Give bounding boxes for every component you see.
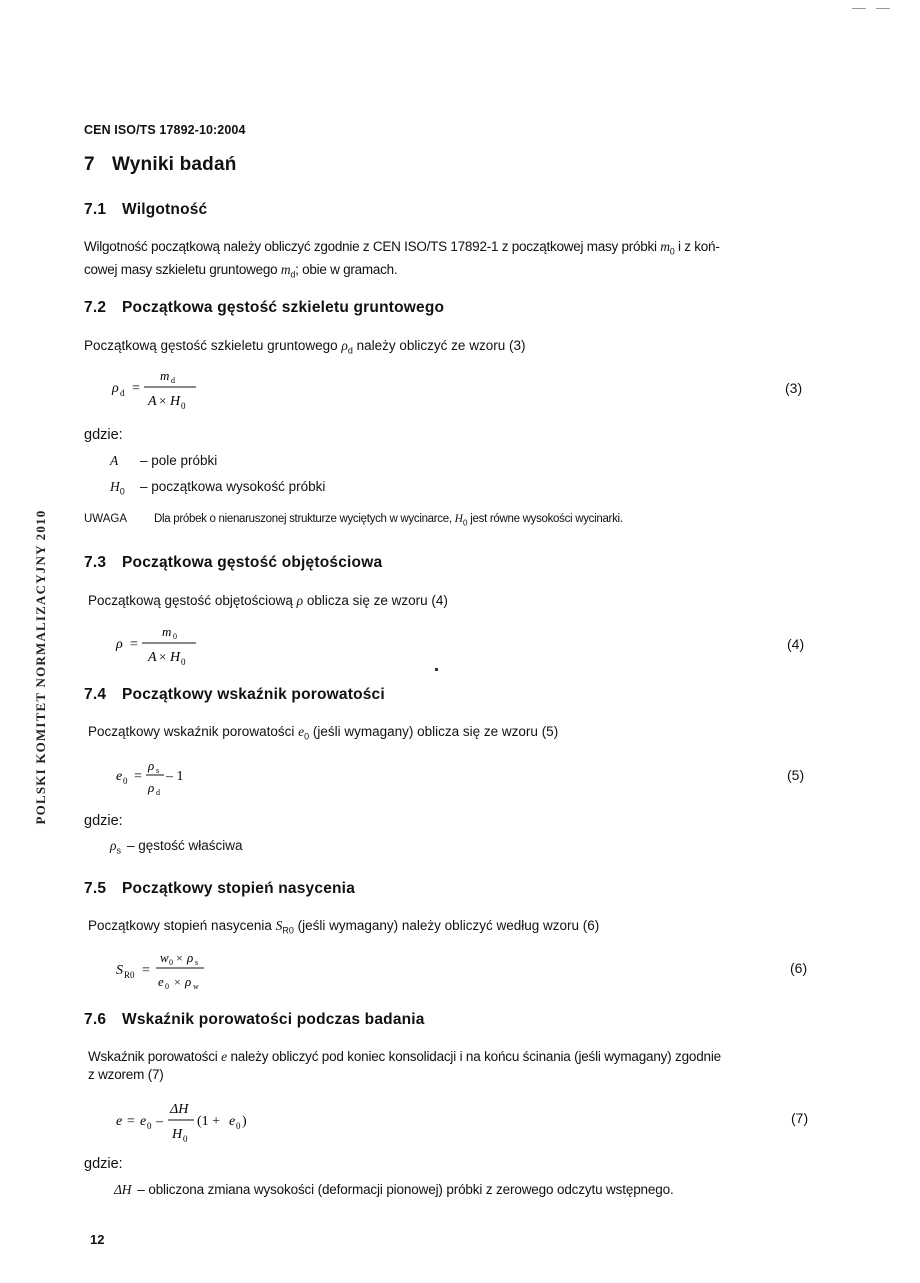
eq-paren-close: ) [242, 1114, 247, 1129]
symbol: ρ [110, 838, 117, 853]
eq-equals: = [130, 637, 138, 652]
eq-denominator: H [172, 1127, 183, 1142]
section-title: Wyniki badań [112, 154, 237, 175]
text: Początkowy wskaźnik porowatości [88, 724, 299, 739]
eq-lhs: e [116, 1114, 123, 1129]
eq-num-times: × [176, 951, 183, 965]
section-7-5-paragraph [88, 917, 599, 940]
gdzie-label: gdzie: [84, 1156, 123, 1172]
subscript: R0 [282, 925, 294, 936]
subscript: 0 [304, 731, 310, 742]
definition-rho-s [110, 837, 243, 860]
eq-den-sub: 0 [183, 1134, 188, 1144]
text: (jeśli wymagany) należy obliczyć według wzoru (6) [293, 918, 600, 933]
eq-den-rho-sub: w [193, 982, 199, 991]
eq-equals: = [134, 769, 142, 784]
eq-lhs: ρ [112, 381, 119, 396]
eq-equals: = [127, 1114, 135, 1129]
eq-numerator: ΔH [170, 1102, 189, 1117]
section-7-6-heading [84, 1011, 425, 1029]
section-title: Wilgotność [122, 201, 208, 218]
eq-den-h: H [170, 650, 181, 665]
section-number: 7.2 [84, 299, 107, 316]
eq-lhs: e [116, 769, 123, 784]
eq-den-sub: 0 [181, 401, 186, 411]
paragraph-line [88, 1048, 823, 1066]
eq-den-a: A [148, 650, 157, 665]
section-title: Początkowa gęstość szkieletu gruntowego [122, 299, 445, 316]
section-7-5-heading [84, 880, 355, 898]
subscript: 0 [669, 246, 675, 257]
eq-lhs-sub: d [120, 388, 125, 398]
eq-lhs-sub: 0 [123, 776, 128, 786]
symbol: e [298, 724, 305, 739]
equation-6-number: (6) [790, 960, 808, 976]
section-7-heading [84, 154, 237, 176]
eq-paren-open: (1 + [197, 1114, 221, 1129]
eq-den-rho: ρ [185, 974, 192, 989]
sidebar-watermark-text: POLSKI KOMITET NORMALIZACYJNY 2010 [33, 509, 48, 825]
eq-numerator-sub: 0 [173, 632, 177, 641]
text: Wilgotność początkową należy obliczyć zgodnie z CEN ISO/TS 17892-1 z początkowej masy próbki [84, 239, 661, 254]
definition-text: – gęstość właściwa [126, 838, 243, 853]
definition-text: – pole próbki [140, 453, 218, 468]
eq-den-e: e [158, 974, 164, 989]
eq-numerator: ρ [148, 758, 155, 773]
equation-6 [112, 944, 232, 994]
note-text: jest równe wysokości wycinarki. [467, 513, 623, 525]
text: należy obliczyć ze wzoru (3) [352, 338, 526, 353]
section-number: 7.1 [84, 201, 107, 218]
subscript: s [116, 845, 121, 856]
eq-den-times: × [174, 975, 181, 989]
eq-lhs-sub: R0 [124, 970, 135, 980]
text: ; obie w gramach. [295, 261, 398, 277]
eq-den-e-sub: 0 [165, 982, 169, 991]
section-number: 7.5 [84, 880, 107, 897]
text: oblicza się ze wzoru (4) [303, 593, 448, 608]
eq-lhs: S [116, 963, 123, 978]
symbol: H [454, 513, 463, 525]
text: Wskaźnik porowatości [88, 1049, 222, 1064]
paragraph-line [84, 238, 824, 261]
section-7-4-paragraph [88, 723, 558, 746]
paragraph-line: z wzorem (7) [88, 1067, 164, 1082]
eq-num-w-sub: 0 [169, 958, 173, 967]
eq-numerator: m [162, 624, 172, 639]
subscript: 0 [119, 486, 125, 497]
eq-numerator: m [160, 368, 170, 383]
scan-speck [435, 668, 438, 671]
section-7-4-heading [84, 686, 385, 704]
eq-minus: – [156, 1114, 163, 1129]
eq-numerator-sub: s [156, 766, 160, 775]
page-number: 12 [90, 1232, 105, 1247]
gdzie-label: gdzie: [84, 813, 123, 829]
section-number: 7 [84, 154, 95, 175]
section-7-2-heading [84, 299, 444, 317]
text: i z koń- [674, 239, 720, 254]
symbol: m [660, 239, 670, 254]
eq-den-times: × [159, 649, 167, 664]
section-7-6-paragraph [88, 1048, 823, 1084]
gdzie-label: gdzie: [84, 427, 123, 443]
symbol: A [110, 453, 119, 468]
eq-num-rho: ρ [187, 950, 194, 965]
subscript: d [290, 269, 296, 280]
definition-a [110, 452, 217, 470]
scan-mark [876, 8, 890, 9]
eq-paren-sub: 0 [236, 1121, 241, 1131]
text: Początkową gęstość szkieletu gruntowego [84, 338, 342, 353]
equation-5 [112, 752, 222, 800]
text: cowej masy szkieletu gruntowego [84, 261, 281, 277]
equation-5-number: (5) [787, 767, 805, 783]
note [84, 513, 623, 527]
text: Początkową gęstość objętościową [88, 593, 297, 608]
text: (jeśli wymagany) oblicza się ze wzoru (5) [309, 724, 559, 739]
section-7-1-heading [84, 201, 207, 219]
subscript: 0 [462, 518, 468, 528]
eq-paren-e: e [229, 1114, 236, 1129]
definition-delta-h [114, 1181, 674, 1199]
equation-4-number: (4) [787, 636, 805, 652]
eq-denominator: ρ [148, 780, 155, 795]
equation-3-number: (3) [785, 380, 803, 396]
section-7-3-paragraph [88, 592, 448, 610]
note-label: UWAGA [84, 513, 128, 525]
eq-num-rho-sub: s [195, 958, 199, 967]
equation-3 [108, 362, 218, 414]
scan-mark [852, 8, 866, 9]
section-title: Początkowy wskaźnik porowatości [122, 686, 385, 703]
paragraph-line [84, 261, 824, 284]
section-7-1-paragraph [84, 238, 824, 283]
definition-text: – obliczona zmiana wysokości (deformacji pionowej) próbki z zerowego odczytu wstępnego. [137, 1182, 674, 1197]
eq-den-sub: 0 [181, 657, 186, 667]
section-7-3-heading [84, 554, 382, 572]
text: należy obliczyć pod koniec konsolidacji i na końcu ścinania (jeśli wymagany) zgodnie [226, 1049, 721, 1064]
symbol-wrap [110, 478, 140, 501]
subscript: d [347, 345, 353, 356]
equation-7 [112, 1093, 262, 1149]
eq-den-a: A [148, 394, 157, 409]
eq-den-h: H [170, 394, 181, 409]
section-title: Wskaźnik porowatości podczas badania [122, 1011, 425, 1028]
symbol: ΔH [114, 1182, 132, 1197]
symbol: ρ [341, 338, 348, 353]
definition-h0 [110, 478, 325, 501]
eq-numerator-sub: d [171, 376, 175, 385]
section-7-2-paragraph [84, 337, 525, 360]
note-text: Dla próbek o nienaruszonej strukturze wyciętych w wycinarce, [154, 513, 455, 525]
eq-lhs: ρ [116, 637, 123, 652]
symbol: ρ [296, 593, 304, 608]
eq-e0: e [140, 1114, 147, 1129]
eq-equals: = [132, 381, 140, 396]
eq-e0-sub: 0 [147, 1121, 152, 1131]
document-header: CEN ISO/TS 17892-10:2004 [84, 123, 246, 137]
equation-7-number: (7) [791, 1110, 809, 1126]
section-title: Początkowy stopień nasycenia [122, 880, 356, 897]
eq-den-times: × [159, 393, 167, 408]
eq-num-w: w [160, 950, 169, 965]
symbol: H [110, 479, 120, 494]
definition-text: – początkowa wysokość próbki [140, 479, 326, 494]
equation-4 [110, 618, 220, 670]
section-number: 7.4 [84, 686, 107, 703]
section-number: 7.6 [84, 1011, 107, 1028]
symbol: e [221, 1049, 227, 1064]
section-number: 7.3 [84, 554, 107, 571]
sidebar-watermark [28, 495, 54, 840]
eq-equals: = [142, 963, 150, 978]
symbol: m [280, 261, 291, 277]
text: Początkowy stopień nasycenia [88, 918, 276, 933]
eq-minus-one: – 1 [166, 769, 184, 784]
section-title: Początkowa gęstość objętościowa [122, 554, 383, 571]
symbol: S [275, 918, 283, 933]
eq-denominator-sub: d [156, 788, 160, 797]
